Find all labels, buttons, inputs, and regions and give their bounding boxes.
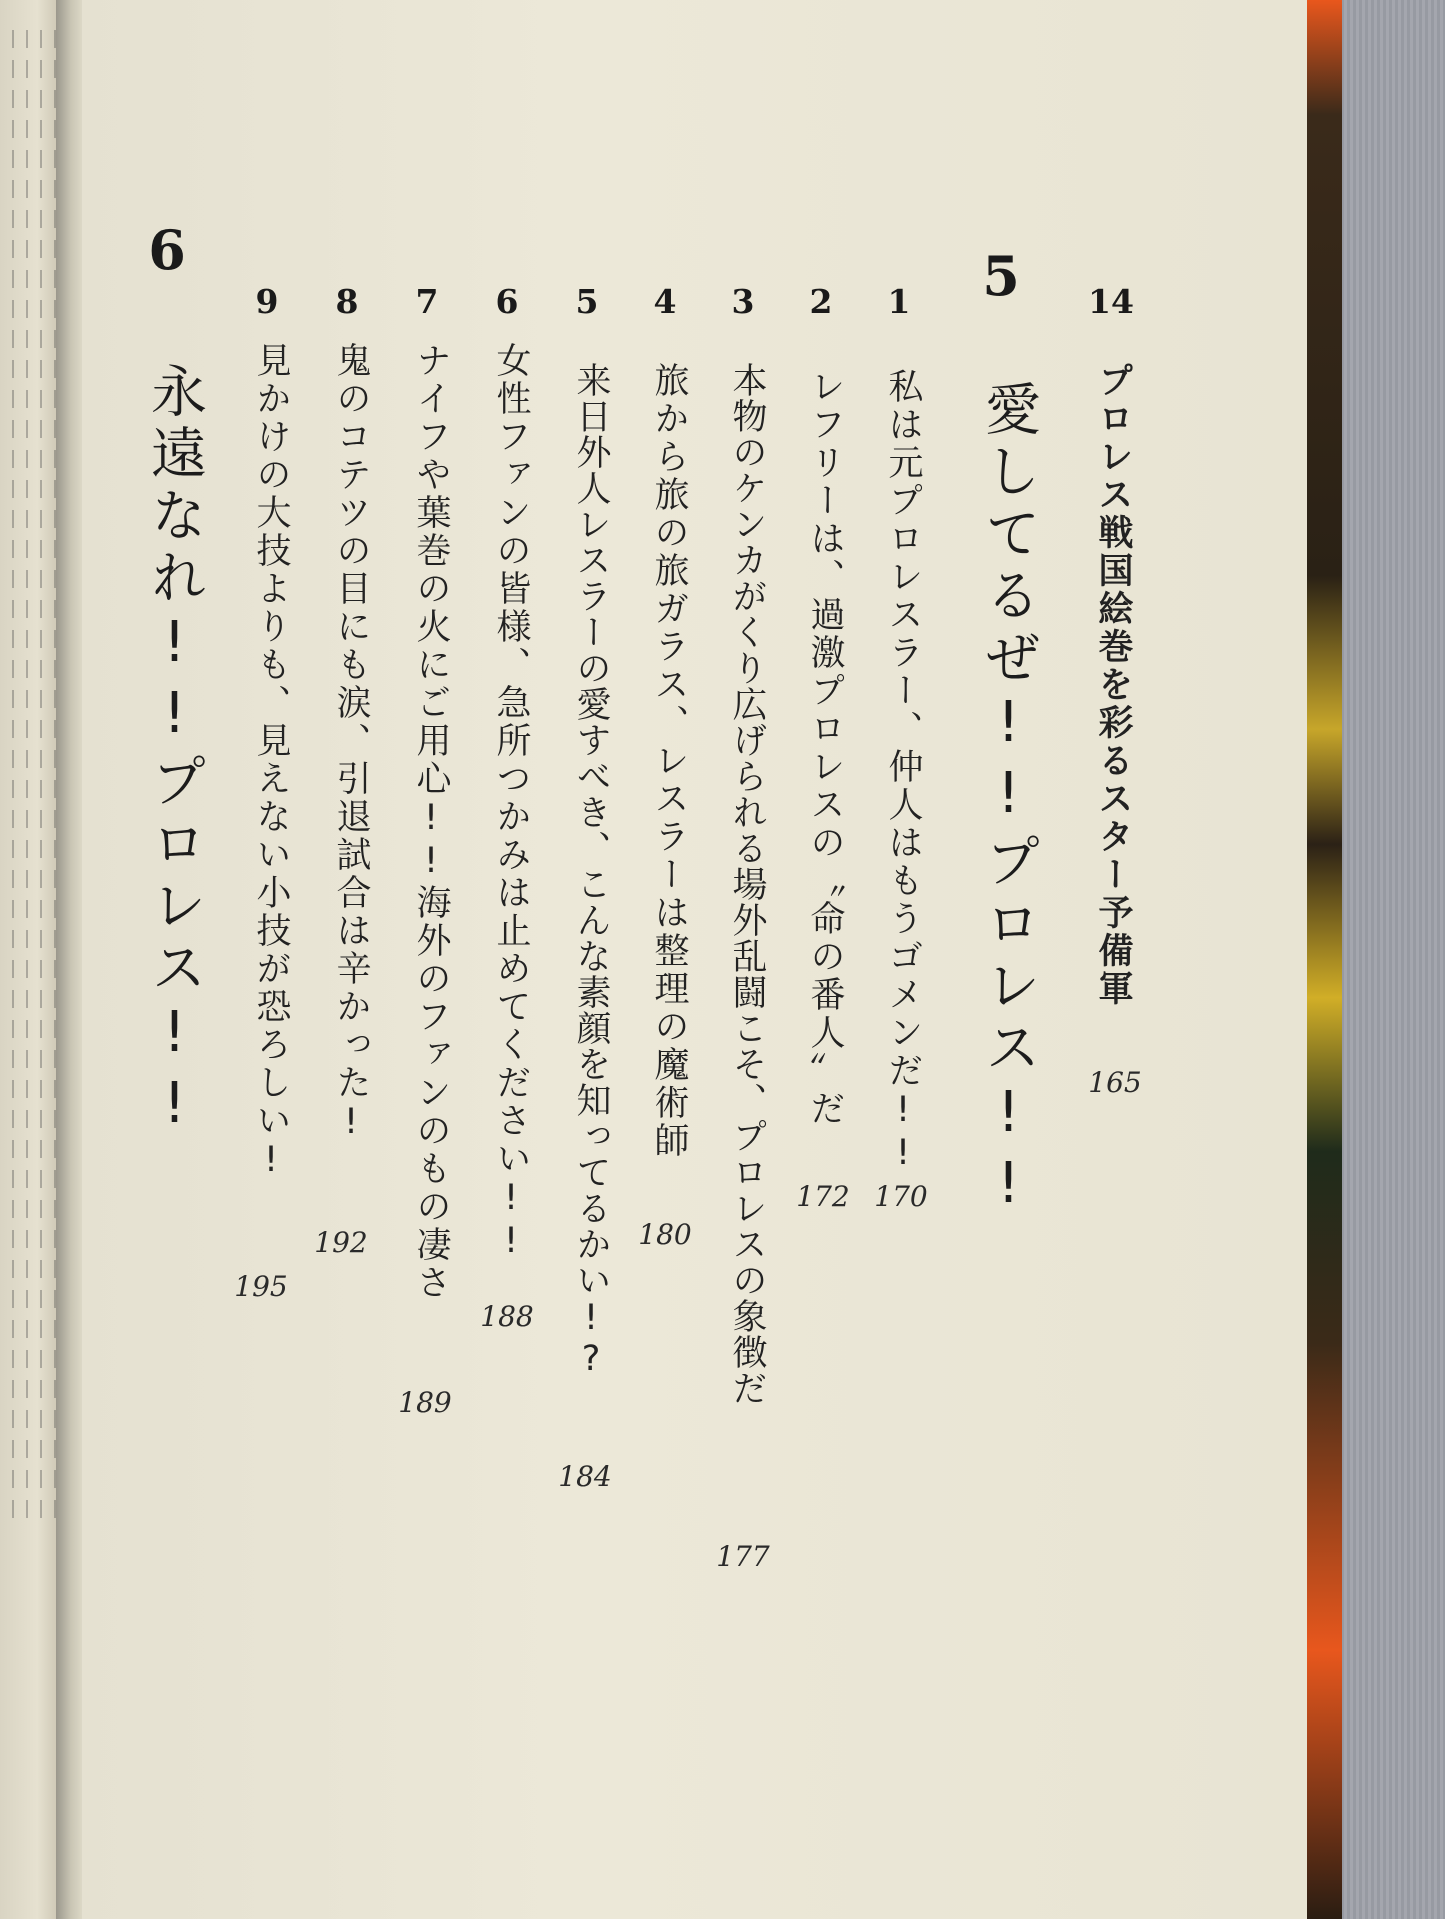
toc-entry-title: ナイフや葉巻の火にご用心!!海外のファンのもの凄さ [411, 342, 451, 1302]
toc-entry-page: 184 [558, 1460, 612, 1493]
item-number: 5 [575, 282, 599, 321]
toc-entry-title: 来日外人レスラーの愛すべき、こんな素顔を知ってるかい!? [571, 362, 611, 1380]
part-title: 永遠なれ!!プロレス!! [142, 362, 207, 1142]
part-title: 愛してるぜ!!プロレス!! [976, 380, 1041, 1222]
part-number: 5 [982, 244, 1020, 308]
item-number: 1 [887, 282, 911, 321]
toc-entry-title: 見かけの大技よりも、見えない小技が恐ろしい! [251, 342, 291, 1183]
item-number: 7 [415, 282, 439, 321]
item-number: 2 [809, 282, 833, 321]
toc-entry-title: レフリーは、過激プロレスの〝命の番人〟だ [805, 368, 845, 1128]
item-number: 6 [495, 282, 519, 321]
previous-page-text-lines [6, 30, 56, 1530]
previous-page-edge [0, 0, 62, 1919]
item-number: 4 [653, 282, 677, 321]
toc-entry-title: 鬼のコテツの目にも涙、引退試合は辛かった! [331, 342, 371, 1145]
toc-entry-page: 165 [1088, 1066, 1142, 1099]
toc-entry-title: 私は元プロレスラー、仲人はもうゴメンだ!! [883, 368, 923, 1176]
background-fabric [1338, 0, 1445, 1919]
toc-entry-page: 170 [874, 1180, 928, 1213]
item-number: 9 [255, 282, 279, 321]
toc-entry-page: 192 [314, 1226, 368, 1259]
toc-entry-page: 189 [398, 1386, 452, 1419]
toc-entry-page: 195 [234, 1270, 288, 1303]
part-number: 6 [148, 218, 186, 282]
item-number: 8 [335, 282, 359, 321]
toc-entry-title: 女性ファンの皆様、急所つかみは止めてください!! [491, 342, 531, 1264]
toc-entry-page: 172 [796, 1180, 850, 1213]
toc-entry-title: プロレス戦国絵巻を彩るスター予備軍 [1093, 362, 1133, 1008]
item-number: 3 [731, 282, 755, 321]
toc-entry-title: 本物のケンカがくり広げられる場外乱闘こそ、プロレスの象徴だ [727, 362, 767, 1406]
item-number: 14 [1088, 282, 1134, 321]
toc-entry-page: 188 [480, 1300, 534, 1333]
toc-entry-page: 180 [638, 1218, 692, 1251]
toc-entry-title: 旅から旅の旅ガラス、レスラーは整理の魔術師 [649, 362, 689, 1160]
toc-entry-page: 177 [716, 1540, 770, 1573]
